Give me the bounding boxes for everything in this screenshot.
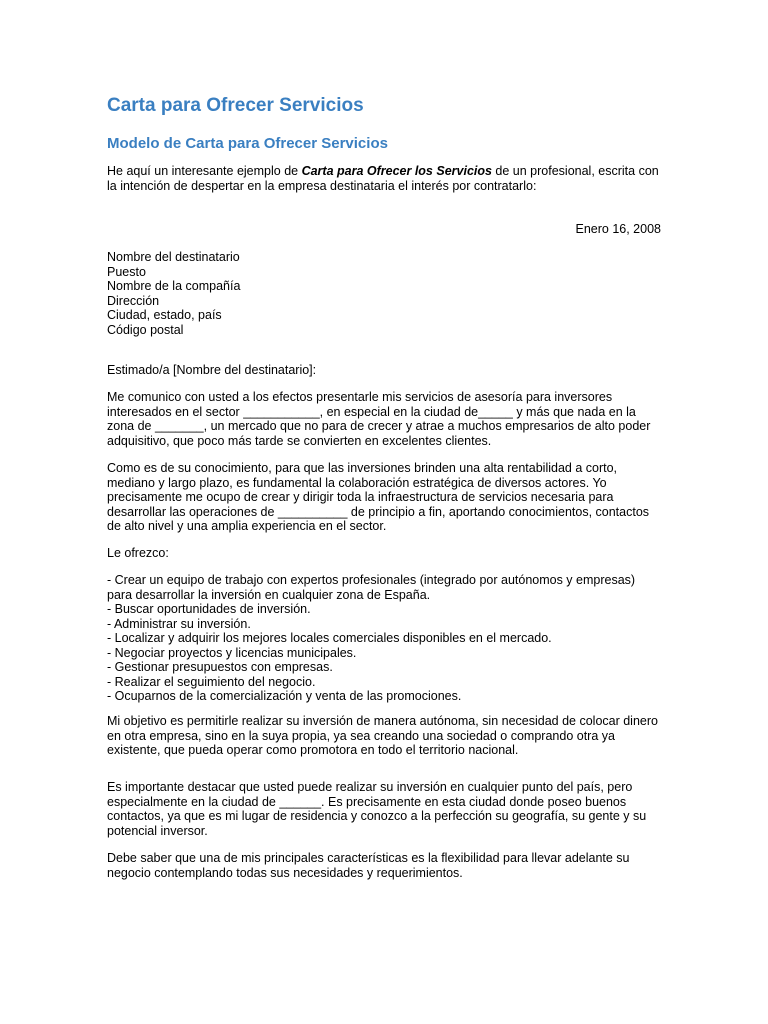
- body-paragraph-2: Como es de su conocimiento, para que las inversiones brinden una alta rentabilidad a corto, mediano y largo plazo, es fundamental la colaboración estratégica de diversos actores. Yo precisamente me ocupo de crear y dirigir toda la infraestructura de servicios necesaria para desarrollar las operaciones de __________ de principio a fin, aportando conocimientos, contactos de alto nivel y una amplia experiencia en el sector.: [107, 461, 650, 533]
- offer-item: - Administrar su inversión.: [107, 616, 251, 631]
- intro-emphasis: Carta para Ofrecer los Servicios: [301, 164, 492, 178]
- body-paragraph-1: Me comunico con usted a los efectos presentarle mis servicios de asesoría para inversores interesados en el sector ___________, en especial en la ciudad de_____ y más que nada en la zona de _______, un mercado que no para de crecer y atrae a muchos empresarios de alto poder adquisitivo, que poco más tarde se convierten en excelentes clientes.: [107, 390, 651, 448]
- offer-item: - Realizar el seguimiento del negocio.: [107, 674, 316, 689]
- address-line: Nombre de la compañía: [107, 279, 241, 293]
- offer-item: - Gestionar presupuestos con empresas.: [107, 660, 333, 674]
- offer-item: - Crear un equipo de trabajo con expertos profesionales (integrado por autónomos y empresas) para desarrollar la inversión en cualquier zona de España.: [107, 573, 636, 602]
- address-line: Nombre del destinatario: [107, 250, 240, 264]
- page-title: Carta para Ofrecer Servicios: [107, 95, 364, 116]
- intro-text-after: de un profesional, escrita con la intención de despertar en la empresa destinataria el interés por contratarlo:: [107, 164, 659, 193]
- offer-item: - Ocuparnos de la comercialización y venta de las promociones.: [107, 689, 462, 703]
- page-subtitle: Modelo de Carta para Ofrecer Servicios: [107, 135, 388, 152]
- letter-date: Enero 16, 2008: [575, 222, 661, 236]
- intro-text-before: He aquí un interesante ejemplo de: [107, 164, 302, 178]
- offer-item: - Negociar proyectos y licencias municipales.: [107, 645, 357, 660]
- address-line: Código postal: [107, 322, 184, 337]
- offer-item: - Localizar y adquirir los mejores locales comerciales disponibles en el mercado.: [107, 631, 552, 645]
- recipient-address: [107, 250, 240, 337]
- body-paragraph-3: Mi objetivo es permitirle realizar su inversión de manera autónoma, sin necesidad de colocar dinero en otra empresa, sino en la suya propia, ya sea creando una sociedad o comprando otra ya existente, que pueda operar como promotora en todo el territorio nacional.: [107, 714, 658, 757]
- address-line: Ciudad, estado, país: [107, 308, 222, 322]
- intro-paragraph: [107, 164, 663, 193]
- greeting: Estimado/a [Nombre del destinatario]:: [107, 363, 317, 377]
- offer-item: - Buscar oportunidades de inversión.: [107, 602, 311, 616]
- offer-label: Le ofrezco:: [107, 546, 169, 560]
- body-paragraph-4: Es importante destacar que usted puede realizar su inversión en cualquier punto del país, pero especialmente en la ciudad de ______. Es precisamente en esta ciudad donde poseo buenos contactos, ya que es mi lugar de residencia y conozco a la perfección su geografía, su gente y su potencial inversor.: [107, 780, 647, 838]
- address-line: Puesto: [107, 264, 146, 279]
- body-paragraph-5: Debe saber que una de mis principales características es la flexibilidad para llevar adelante su negocio contemplando todas sus necesidades y requerimientos.: [107, 851, 630, 880]
- address-line: Dirección: [107, 293, 160, 308]
- offer-list: [107, 573, 663, 704]
